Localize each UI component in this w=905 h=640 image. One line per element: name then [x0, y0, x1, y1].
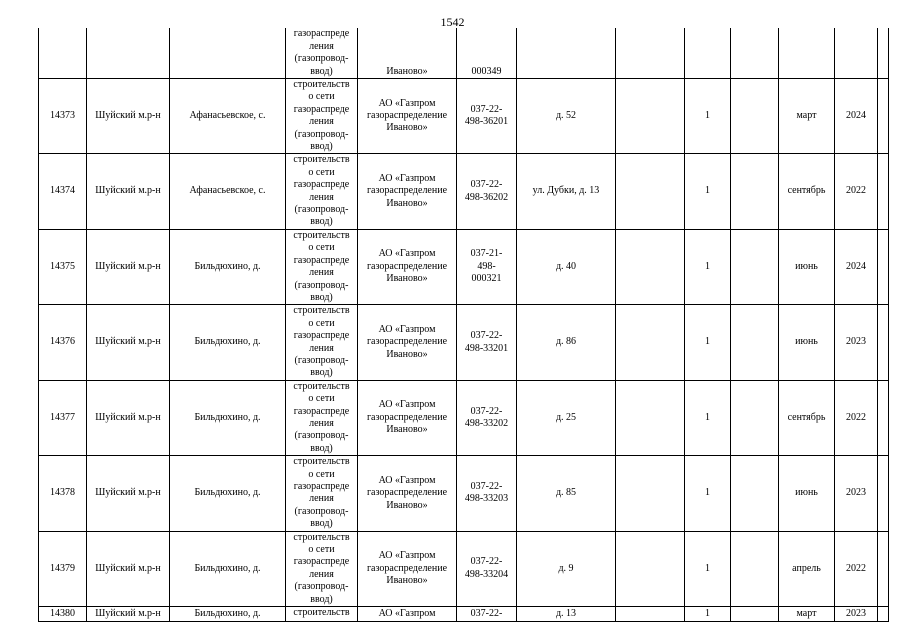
- cell-description: [286, 229, 358, 304]
- text-line: Иваново»: [386, 122, 428, 134]
- text-line: 037-21-: [470, 248, 503, 260]
- table-row-continuation: [39, 28, 889, 79]
- text-line: газораспределение: [366, 336, 448, 348]
- owner-lines: [359, 98, 455, 135]
- cell-district: [87, 28, 170, 79]
- cell-address: [517, 28, 616, 79]
- text-line: (газопровод-: [294, 581, 349, 593]
- cell-owner: [358, 380, 457, 455]
- description-lines: [287, 381, 356, 455]
- cell-count: 1: [685, 154, 731, 229]
- cell-settlement: Бильдюхино, д.: [170, 380, 286, 455]
- cell-month: апрель: [779, 531, 835, 606]
- text-line: о сети: [308, 468, 335, 480]
- text-line: ввод): [310, 65, 333, 77]
- text-line: газораспреде: [293, 556, 350, 568]
- cell-blank: [616, 380, 685, 455]
- cell-count: 1: [685, 531, 731, 606]
- text-line: ввод): [310, 518, 333, 530]
- cell-description: [286, 456, 358, 531]
- cell-blank: [878, 380, 889, 455]
- text-line: газораспределение: [366, 562, 448, 574]
- cell-blank: [616, 305, 685, 380]
- cell-id: 14376: [39, 305, 87, 380]
- text-line: Иваново»: [386, 197, 428, 209]
- text-line: строительств: [293, 607, 350, 619]
- code-lines: [458, 406, 515, 431]
- cell-owner: [358, 305, 457, 380]
- text-line: АО «Газпром: [378, 474, 436, 486]
- cell-year: 2022: [835, 154, 878, 229]
- cell-owner: [358, 154, 457, 229]
- code-lines: [458, 556, 515, 581]
- text-line: 037-22-: [470, 179, 503, 191]
- table-row: [39, 531, 889, 606]
- cell-code: [457, 154, 517, 229]
- text-line: газораспределение: [366, 185, 448, 197]
- cell-year: 2024: [835, 79, 878, 154]
- cell-code: [457, 607, 517, 622]
- cell-description: [286, 79, 358, 154]
- cell-year: 2022: [835, 380, 878, 455]
- cell-blank: [616, 154, 685, 229]
- code-lines: [458, 66, 515, 78]
- cell-id: 14374: [39, 154, 87, 229]
- code-lines: [458, 481, 515, 506]
- cell-blank: [731, 531, 779, 606]
- text-line: 498-36201: [464, 116, 509, 128]
- cell-blank: [878, 154, 889, 229]
- cell-description: [286, 28, 358, 79]
- cell-settlement: Афанасьевское, с.: [170, 154, 286, 229]
- text-line: 037-22-: [470, 556, 503, 568]
- text-line: (газопровод-: [294, 204, 349, 216]
- table-row: [39, 229, 889, 304]
- owner-lines: [359, 324, 455, 361]
- description-lines: [287, 607, 356, 619]
- cell-settlement: Бильдюхино, д.: [170, 456, 286, 531]
- cell-blank: [878, 79, 889, 154]
- code-lines: [458, 608, 515, 620]
- code-lines: [458, 330, 515, 355]
- text-line: газораспреде: [293, 179, 350, 191]
- cell-owner: [358, 607, 457, 622]
- text-line: строительств: [293, 79, 350, 90]
- cell-blank: [731, 79, 779, 154]
- cell-blank: [731, 380, 779, 455]
- description-lines: [287, 154, 356, 228]
- text-line: ввод): [310, 216, 333, 228]
- table-body: [39, 28, 889, 622]
- cell-owner: [358, 28, 457, 79]
- table-row: [39, 456, 889, 531]
- owner-lines: [359, 550, 455, 587]
- text-line: 037-22-: [470, 607, 503, 619]
- cell-owner: [358, 456, 457, 531]
- cell-month: март: [779, 79, 835, 154]
- text-line: ввод): [310, 141, 333, 153]
- cell-blank: [616, 28, 685, 79]
- owner-lines: [359, 399, 455, 436]
- cell-district: Шуйский м.р-н: [87, 154, 170, 229]
- text-line: ввод): [310, 367, 333, 379]
- code-lines: [458, 248, 515, 285]
- table-row: [39, 305, 889, 380]
- text-line: о сети: [308, 91, 335, 103]
- cell-month: июнь: [779, 229, 835, 304]
- gasification-table: [38, 28, 889, 622]
- text-line: АО «Газпром: [378, 97, 436, 109]
- text-line: (газопровод-: [294, 354, 349, 366]
- description-lines: [287, 532, 356, 606]
- cell-count: 1: [685, 607, 731, 622]
- text-line: ввод): [310, 593, 333, 605]
- text-line: (газопровод-: [294, 53, 349, 65]
- cell-district: Шуйский м.р-н: [87, 456, 170, 531]
- text-line: ления: [309, 116, 334, 128]
- code-lines: [458, 104, 515, 129]
- cell-count: 1: [685, 380, 731, 455]
- cell-blank: [731, 607, 779, 622]
- text-line: 498-33202: [464, 417, 509, 429]
- cell-code: [457, 229, 517, 304]
- cell-district: Шуйский м.р-н: [87, 79, 170, 154]
- cell-id: [39, 28, 87, 79]
- cell-year: 2023: [835, 305, 878, 380]
- cell-code: [457, 28, 517, 79]
- text-line: о сети: [308, 393, 335, 405]
- owner-lines: [359, 173, 455, 210]
- cell-district: Шуйский м.р-н: [87, 305, 170, 380]
- text-line: ления: [309, 493, 334, 505]
- text-line: ввод): [310, 291, 333, 303]
- cell-month: сентябрь: [779, 154, 835, 229]
- cell-id: 14373: [39, 79, 87, 154]
- text-line: газораспределение: [366, 487, 448, 499]
- cell-district: Шуйский м.р-н: [87, 380, 170, 455]
- table-row: [39, 607, 889, 622]
- cell-blank: [616, 607, 685, 622]
- text-line: о сети: [308, 544, 335, 556]
- text-line: газораспреде: [293, 254, 350, 266]
- cell-description: [286, 305, 358, 380]
- cell-settlement: [170, 28, 286, 79]
- text-line: 000321: [471, 273, 502, 285]
- cell-address: д. 40: [517, 229, 616, 304]
- text-line: (газопровод-: [294, 505, 349, 517]
- owner-lines: [359, 66, 455, 78]
- cell-blank: [878, 456, 889, 531]
- cell-id: 14375: [39, 229, 87, 304]
- cell-year: 2024: [835, 229, 878, 304]
- cell-blank: [731, 305, 779, 380]
- text-line: ления: [309, 267, 334, 279]
- text-line: (газопровод-: [294, 430, 349, 442]
- text-line: АО «Газпром: [378, 323, 436, 335]
- cell-count: [685, 28, 731, 79]
- cell-address: д. 86: [517, 305, 616, 380]
- cell-description: [286, 380, 358, 455]
- cell-count: 1: [685, 229, 731, 304]
- text-line: Иваново»: [386, 65, 428, 77]
- text-line: (газопровод-: [294, 128, 349, 140]
- text-line: ввод): [310, 442, 333, 454]
- text-line: газораспреде: [293, 405, 350, 417]
- text-line: АО «Газпром: [378, 248, 436, 260]
- text-line: Иваново»: [386, 273, 428, 285]
- cell-count: 1: [685, 456, 731, 531]
- text-line: о сети: [308, 317, 335, 329]
- cell-owner: [358, 531, 457, 606]
- cell-id: 14380: [39, 607, 87, 622]
- cell-code: [457, 456, 517, 531]
- cell-address: д. 85: [517, 456, 616, 531]
- cell-blank: [878, 607, 889, 622]
- cell-district: Шуйский м.р-н: [87, 607, 170, 622]
- text-line: о сети: [308, 242, 335, 254]
- text-line: Иваново»: [386, 348, 428, 360]
- cell-address: д. 9: [517, 531, 616, 606]
- cell-blank: [616, 79, 685, 154]
- cell-owner: [358, 79, 457, 154]
- text-line: ления: [309, 40, 334, 52]
- cell-year: 2023: [835, 456, 878, 531]
- text-line: газораспреде: [293, 481, 350, 492]
- description-lines: [287, 305, 356, 379]
- cell-settlement: Бильдюхино, д.: [170, 531, 286, 606]
- owner-lines: [359, 608, 455, 620]
- cell-address: д. 52: [517, 79, 616, 154]
- text-line: газораспределение: [366, 110, 448, 122]
- cell-month: июнь: [779, 456, 835, 531]
- cell-blank: [731, 28, 779, 79]
- cell-blank: [878, 305, 889, 380]
- cell-blank: [616, 531, 685, 606]
- cell-month: март: [779, 607, 835, 622]
- cell-month: [779, 28, 835, 79]
- cell-settlement: Бильдюхино, д.: [170, 229, 286, 304]
- text-line: 498-: [477, 260, 496, 272]
- cell-month: сентябрь: [779, 380, 835, 455]
- table-row: [39, 154, 889, 229]
- cell-blank: [878, 229, 889, 304]
- text-line: ления: [309, 191, 334, 203]
- text-line: (газопровод-: [294, 279, 349, 291]
- cell-count: 1: [685, 79, 731, 154]
- cell-address: д. 13: [517, 607, 616, 622]
- text-line: АО «Газпром: [378, 550, 436, 562]
- text-line: 037-22-: [470, 330, 503, 342]
- text-line: АО «Газпром: [378, 607, 436, 619]
- text-line: Иваново»: [386, 575, 428, 587]
- text-line: 498-36202: [464, 191, 509, 203]
- owner-lines: [359, 248, 455, 285]
- cell-district: Шуйский м.р-н: [87, 229, 170, 304]
- cell-code: [457, 79, 517, 154]
- text-line: строительств: [293, 531, 350, 543]
- description-lines: [287, 28, 356, 78]
- text-line: газораспреде: [293, 330, 350, 342]
- cell-year: 2022: [835, 531, 878, 606]
- cell-id: 14377: [39, 380, 87, 455]
- cell-description: [286, 531, 358, 606]
- table-row: [39, 79, 889, 154]
- text-line: 000349: [471, 65, 502, 77]
- text-line: строительств: [293, 305, 350, 317]
- cell-code: [457, 305, 517, 380]
- text-line: 498-33201: [464, 342, 509, 354]
- cell-description: [286, 607, 358, 622]
- text-line: 037-22-: [470, 405, 503, 417]
- cell-settlement: Афанасьевское, с.: [170, 79, 286, 154]
- text-line: 037-22-: [470, 103, 503, 115]
- text-line: 498-33204: [464, 568, 509, 580]
- cell-description: [286, 154, 358, 229]
- cell-settlement: Бильдюхино, д.: [170, 607, 286, 622]
- owner-lines: [359, 475, 455, 512]
- text-line: Иваново»: [386, 424, 428, 436]
- description-lines: [287, 456, 356, 530]
- code-lines: [458, 179, 515, 204]
- text-line: ления: [309, 417, 334, 429]
- text-line: строительств: [293, 380, 350, 392]
- cell-id: 14379: [39, 531, 87, 606]
- cell-year: 2023: [835, 607, 878, 622]
- text-line: газораспреде: [293, 28, 350, 40]
- cell-address: д. 25: [517, 380, 616, 455]
- cell-year: [835, 28, 878, 79]
- cell-blank: [731, 229, 779, 304]
- cell-code: [457, 380, 517, 455]
- text-line: 037-22-: [470, 481, 503, 492]
- text-line: строительств: [293, 154, 350, 166]
- text-line: строительств: [293, 229, 350, 241]
- cell-blank: [731, 456, 779, 531]
- text-line: газораспреде: [293, 103, 350, 115]
- cell-blank: [616, 456, 685, 531]
- cell-count: 1: [685, 305, 731, 380]
- cell-settlement: Бильдюхино, д.: [170, 305, 286, 380]
- text-line: АО «Газпром: [378, 173, 436, 185]
- cell-district: Шуйский м.р-н: [87, 531, 170, 606]
- cell-blank: [616, 229, 685, 304]
- text-line: ления: [309, 568, 334, 580]
- table-row: [39, 380, 889, 455]
- cell-address: ул. Дубки, д. 13: [517, 154, 616, 229]
- description-lines: [287, 230, 356, 304]
- text-line: газораспределение: [366, 260, 448, 272]
- page-number: 1542: [440, 15, 465, 29]
- text-line: ления: [309, 342, 334, 354]
- description-lines: [287, 79, 356, 153]
- text-line: 498-33203: [464, 493, 509, 505]
- cell-id: 14378: [39, 456, 87, 531]
- text-line: Иваново»: [386, 499, 428, 511]
- cell-month: июнь: [779, 305, 835, 380]
- text-line: газораспределение: [366, 411, 448, 423]
- text-line: АО «Газпром: [378, 399, 436, 411]
- cell-blank: [878, 28, 889, 79]
- text-line: о сети: [308, 166, 335, 178]
- cell-code: [457, 531, 517, 606]
- cell-owner: [358, 229, 457, 304]
- text-line: строительств: [293, 456, 350, 468]
- cell-blank: [731, 154, 779, 229]
- cell-blank: [878, 531, 889, 606]
